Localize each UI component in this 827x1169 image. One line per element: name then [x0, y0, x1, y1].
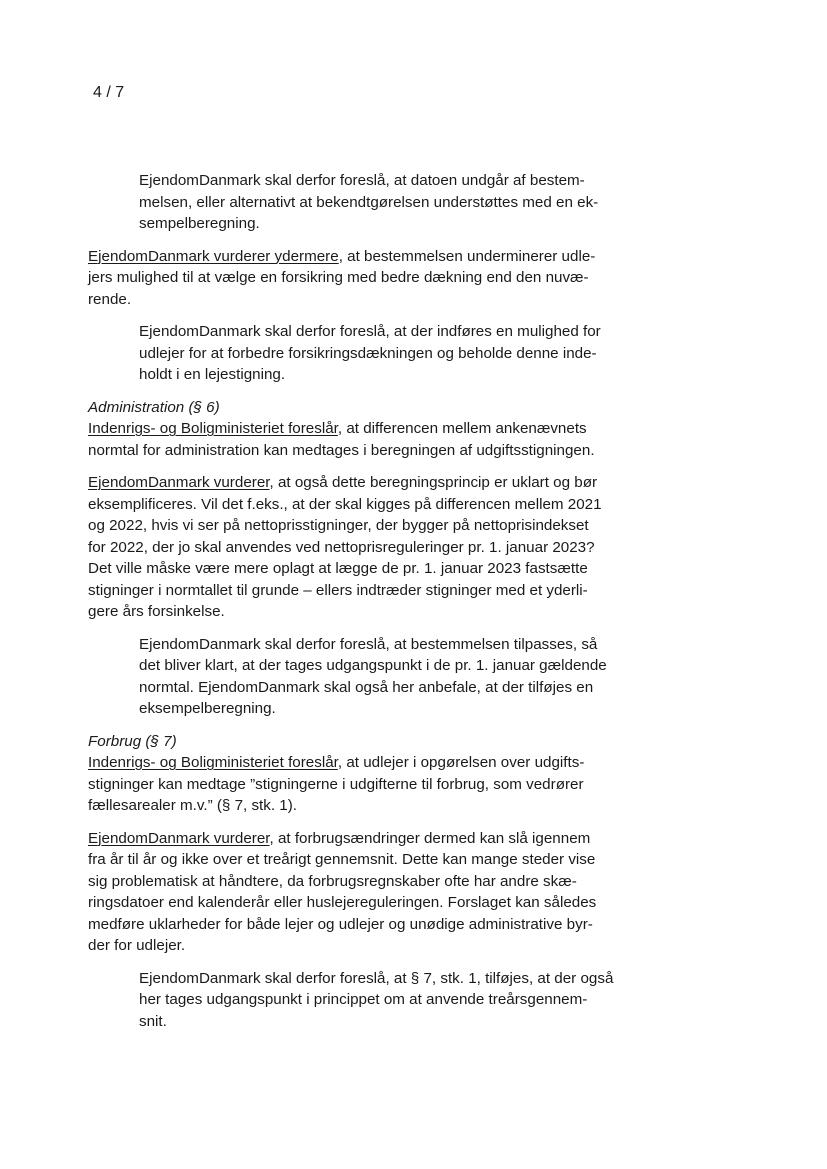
text-line — [139, 989, 678, 1011]
text-line — [88, 440, 678, 462]
line-text: ringsdatoer end kalenderår eller huslejereguleringen. Forslaget kan således — [88, 894, 597, 911]
page-number: 4 / 7 — [93, 84, 125, 101]
line-text: EjendomDanmark skal derfor foreslå, at datoen undgår af bestem- — [139, 172, 585, 189]
text-line — [88, 515, 678, 537]
text-line — [88, 418, 678, 440]
text-line — [88, 537, 678, 559]
text-line — [139, 343, 678, 365]
line-text: normtal. EjendomDanmark skal også her anbefale, at der tilføjes en — [139, 678, 594, 696]
text-line — [139, 364, 678, 386]
line-text: rende. — [88, 290, 132, 308]
text-line — [88, 892, 678, 914]
underlined-lead: EjendomDanmark vurderer — [88, 829, 270, 847]
underlined-lead: Indenrigs- og Boligministeriet foreslår — [88, 754, 338, 771]
line-text: normtal for administration kan medtages i beregningen af udgiftsstigningen. — [88, 441, 595, 459]
text-line — [88, 914, 678, 936]
paragraph — [88, 418, 678, 461]
underlined-lead: EjendomDanmark vurderer ydermere — [88, 247, 339, 265]
section-heading: Forbrug (§ 7) — [88, 732, 177, 750]
section-heading: Administration (§ 6) — [88, 398, 220, 416]
line-text: for 2022, der jo skal anvendes ved nettoprisreguleringer pr. 1. januar 2023? — [88, 538, 595, 556]
line-text: sempelberegning. — [139, 215, 260, 232]
underlined-lead: Indenrigs- og Boligministeriet foreslår — [88, 420, 338, 437]
line-text: her tages udgangspunkt i princippet om at anvende treårsgennem- — [139, 991, 588, 1008]
line-text: Det ville måske være mere oplagt at lægge de pr. 1. januar 2023 fastsætte — [88, 560, 588, 577]
text-line — [88, 494, 678, 516]
text-line — [88, 289, 678, 311]
line-text: EjendomDanmark skal derfor foreslå, at der indføres en mulighed for — [139, 323, 601, 340]
text-line — [139, 634, 678, 656]
text-line — [88, 558, 678, 580]
text-line — [88, 774, 678, 796]
line-text: , at udlejer i opgørelsen over udgifts- — [337, 754, 585, 771]
paragraph — [88, 246, 678, 311]
line-text: udlejer for at forbedre forsikringsdækningen og beholde denne inde- — [139, 344, 597, 362]
text-line — [139, 1011, 678, 1033]
text-line — [139, 213, 678, 235]
line-text: , at bestemmelsen underminerer udle- — [338, 247, 596, 265]
recommendation-block — [88, 170, 678, 235]
text-line — [88, 849, 678, 871]
text-line — [139, 170, 678, 192]
recommendation-block — [88, 968, 678, 1033]
line-text: EjendomDanmark skal derfor foreslå, at bestemmelsen tilpasses, så — [139, 635, 598, 653]
line-text: holdt i en lejestigning. — [139, 366, 286, 383]
line-text: , at differencen mellem ankenævnets — [337, 420, 587, 437]
text-line — [88, 580, 678, 602]
line-text: , at forbrugsændringer dermed kan slå igennem — [269, 829, 591, 847]
line-text: snit. — [139, 1012, 167, 1030]
text-line — [88, 828, 678, 850]
text-line — [139, 321, 678, 343]
text-line — [88, 472, 678, 494]
text-line — [88, 871, 678, 893]
line-text: jers mulighed til at vælge en forsikring med bedre dækning end den nuvæ- — [88, 269, 589, 286]
text-line — [139, 698, 678, 720]
line-text: det bliver klart, at der tages udgangspunkt i de pr. 1. januar gældende — [139, 657, 607, 674]
text-line — [88, 752, 678, 774]
text-line — [88, 267, 678, 289]
line-text: og 2022, hvis vi ser på nettoprisstigninger, der bygger på nettoprisindekset — [88, 517, 589, 534]
paragraph — [88, 752, 678, 817]
line-text: , at også dette beregningsprincip er uklart og bør — [269, 474, 598, 491]
text-line — [88, 795, 678, 817]
line-text: fra år til år og ikke over et treårigt gennemsnit. Dette kan mange steder vise — [88, 851, 596, 868]
line-text: EjendomDanmark skal derfor foreslå, at § 7, stk. 1, tilføjes, at der også — [139, 969, 614, 987]
line-text: medføre uklarheder for både lejer og udlejer og unødige administrative byr- — [88, 915, 593, 933]
text-line — [88, 601, 678, 623]
line-text: stigninger kan medtage ”stigningerne i udgifterne til forbrug, som vedrører — [88, 775, 584, 793]
recommendation-block — [88, 321, 678, 386]
document-body — [88, 170, 678, 1043]
line-text: melsen, eller alternativt at bekendtgørelsen understøttes med en ek- — [139, 193, 599, 211]
text-line — [139, 677, 678, 699]
line-text: eksemplificeres. Vil det f.eks., at der skal kigges på differencen mellem 2021 — [88, 495, 602, 513]
text-line — [88, 246, 678, 268]
line-text: der for udlejer. — [88, 937, 186, 954]
line-text: eksempelberegning. — [139, 700, 276, 717]
text-line — [88, 935, 678, 957]
paragraph — [88, 828, 678, 957]
text-line — [139, 968, 678, 990]
recommendation-block — [88, 634, 678, 720]
paragraph — [88, 472, 678, 623]
line-text: fællesarealer m.v.” (§ 7, stk. 1). — [88, 797, 298, 814]
text-line — [139, 655, 678, 677]
line-text: stigninger i normtallet til grunde – ellers indtræder stigninger med et yderli- — [88, 581, 588, 599]
line-text: sig problematisk at håndtere, da forbrugsregnskaber ofte har andre skæ- — [88, 872, 577, 890]
underlined-lead: EjendomDanmark vurderer — [88, 474, 270, 491]
text-line — [139, 192, 678, 214]
line-text: gere års forsinkelse. — [88, 603, 225, 620]
